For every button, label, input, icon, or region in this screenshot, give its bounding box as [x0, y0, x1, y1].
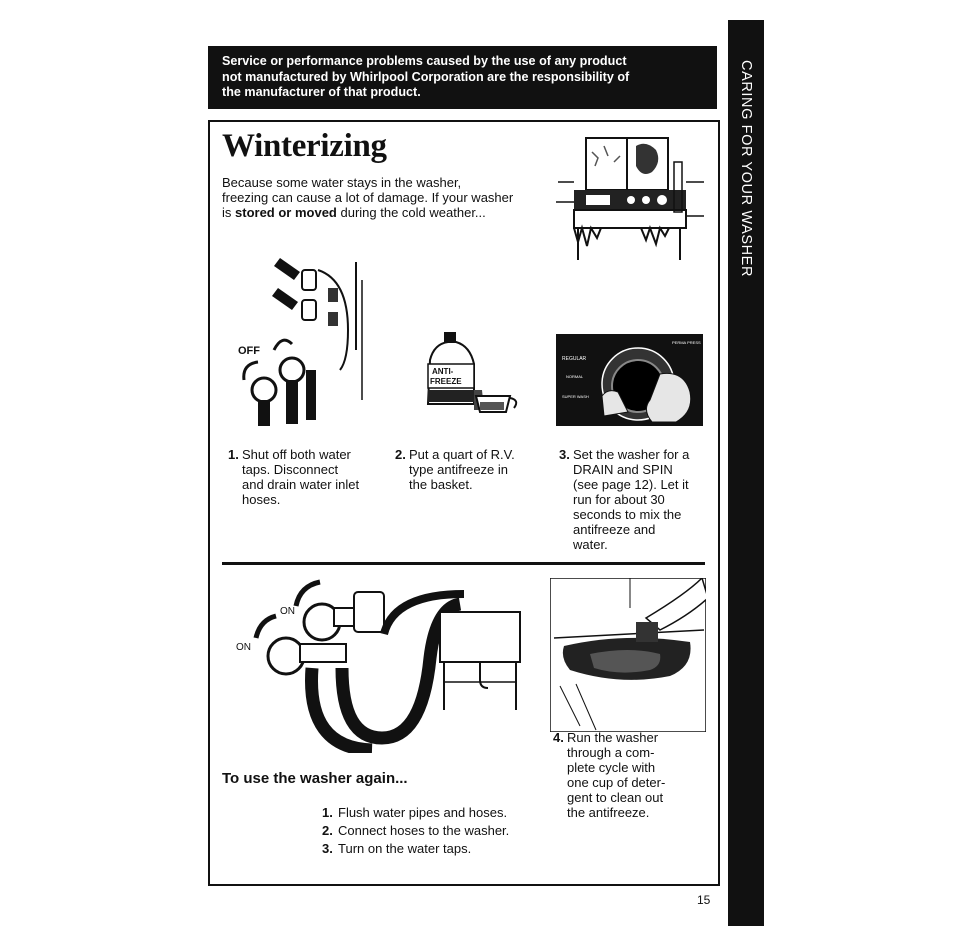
step-3 — [559, 447, 708, 552]
step-2-line: the basket. — [409, 477, 473, 492]
step-2-number: 2. — [395, 447, 406, 462]
step-4-line: through a com- — [567, 745, 655, 760]
use-again-item — [322, 822, 509, 840]
tap-on-label-2: ON — [236, 642, 251, 653]
use-again-number: 3. — [322, 841, 333, 856]
antifreeze-illustration — [418, 330, 523, 415]
step-1 — [228, 447, 382, 507]
step-3-line: run for about 30 — [573, 492, 665, 507]
step-4-line: gent to clean out — [567, 790, 664, 805]
dial-label-permpress: PERMA PRESS — [672, 340, 701, 345]
warning-banner — [208, 46, 717, 109]
section-divider — [222, 562, 705, 565]
step-4-line: Run the washer — [567, 730, 659, 745]
dial-label-regular: REGULAR — [562, 356, 587, 362]
intro-prefix: is — [222, 205, 232, 220]
step-3-line: antifreeze and — [573, 522, 656, 537]
taps-off-illustration — [238, 250, 373, 430]
step-1-line: taps. Disconnect — [242, 462, 339, 477]
use-again-item — [322, 840, 509, 858]
use-again-text: Flush water pipes and hoses. — [338, 805, 508, 820]
intro-bold: stored or moved — [235, 205, 337, 220]
tap-on-label-1: ON — [280, 606, 295, 617]
use-again-number: 1. — [322, 805, 333, 820]
side-tab — [728, 20, 764, 926]
step-4-line: one cup of deter- — [567, 775, 666, 790]
step-3-number: 3. — [559, 447, 570, 462]
intro-suffix: during the cold weather... — [340, 205, 486, 220]
use-again-text: Connect hoses to the washer. — [338, 823, 510, 838]
step-1-line: and drain water inlet — [242, 477, 360, 492]
use-again-heading: To use the washer again... — [222, 770, 408, 787]
step-3-line: water. — [573, 537, 608, 552]
step-1-number: 1. — [228, 447, 239, 462]
step-4 — [553, 730, 702, 820]
step-2 — [395, 447, 539, 492]
step-3-line: DRAIN and SPIN — [573, 462, 673, 477]
step-4-line: plete cycle with — [567, 760, 656, 775]
use-again-item — [322, 804, 509, 822]
intro-text — [222, 175, 562, 220]
page-number: 15 — [697, 893, 711, 907]
washer-tub-illustration — [550, 578, 706, 732]
jug-label-2: FREEZE — [430, 377, 462, 386]
intro-line-2: freezing can cause a lot of damage. If your washer — [222, 190, 514, 205]
step-1-line: Shut off both water — [242, 447, 351, 462]
dial-label-super: SUPER WASH — [562, 394, 589, 399]
dial-label-normal: NORMAL — [566, 374, 584, 379]
use-again-list — [322, 804, 509, 858]
tap-off-label: OFF — [238, 345, 260, 357]
use-again-text: Turn on the water taps. — [338, 841, 472, 856]
banner-line-1: Service or performance problems caused by the use of any product — [222, 54, 627, 68]
taps-on-illustration — [234, 578, 534, 753]
step-1-line: hoses. — [242, 492, 281, 507]
side-tab-label: CARING FOR YOUR WASHER — [738, 60, 754, 278]
jug-label-1: ANTI- — [432, 367, 454, 376]
banner-line-3: the manufacturer of that product. — [222, 85, 421, 99]
dial-illustration — [556, 334, 703, 426]
intro-line-1: Because some water stays in the washer, — [222, 175, 462, 190]
frozen-window-illustration — [556, 132, 706, 262]
step-3-line: Set the washer for a — [573, 447, 690, 462]
step-4-number: 4. — [553, 730, 564, 745]
intro-line-3 — [222, 205, 562, 220]
step-2-line: Put a quart of R.V. — [409, 447, 515, 462]
step-2-line: type antifreeze in — [409, 462, 509, 477]
banner-line-2: not manufactured by Whirlpool Corporation are the responsibility of — [222, 69, 630, 84]
step-4-line: the antifreeze. — [567, 805, 650, 820]
section-title: Winterizing — [222, 128, 387, 164]
step-3-line: seconds to mix the — [573, 507, 682, 522]
step-3-line: (see page 12). Let it — [573, 477, 689, 492]
use-again-number: 2. — [322, 823, 333, 838]
